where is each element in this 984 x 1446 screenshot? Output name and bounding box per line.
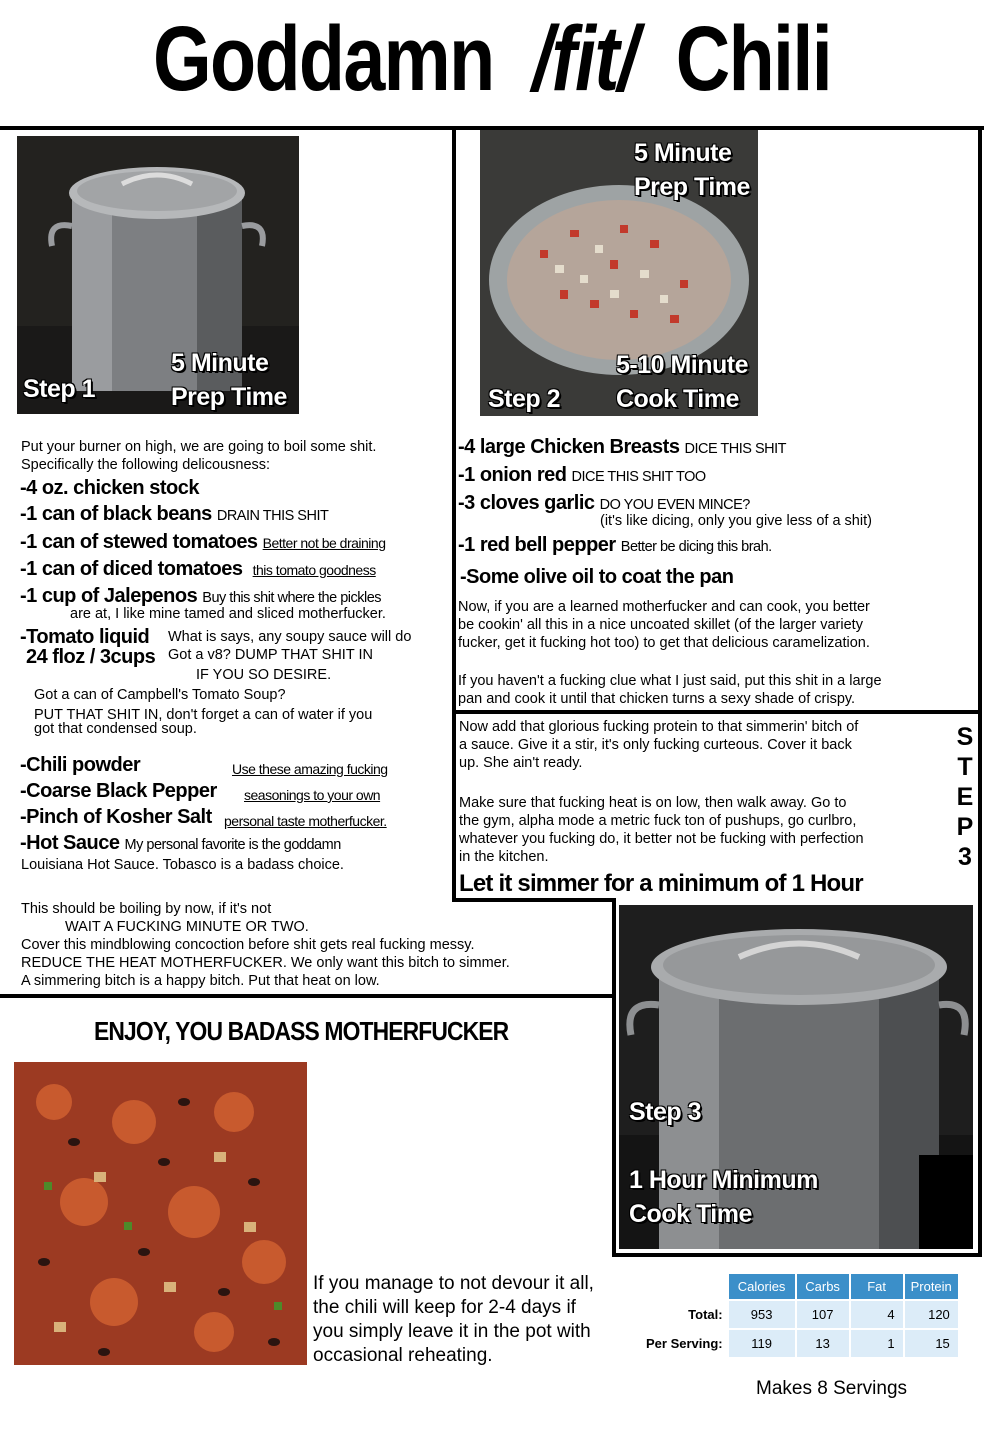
step1-pot-photo bbox=[17, 136, 299, 414]
storage-line: If you manage to not devour it all, bbox=[313, 1273, 594, 1294]
tomato-note-3: IF YOU SO DESIRE. bbox=[196, 667, 332, 683]
para-line: up. She ain't ready. bbox=[459, 755, 583, 771]
step3-para-2 bbox=[459, 794, 949, 866]
seasoning-name: -Pinch of Kosher Salt bbox=[20, 806, 212, 828]
table-cell: 953 bbox=[729, 1301, 795, 1328]
step2-para-2 bbox=[458, 672, 976, 708]
ingredient-name: -1 can of black beans bbox=[20, 503, 212, 525]
vertical-letter: E bbox=[956, 783, 974, 811]
step2-prep-2: Prep Time bbox=[634, 173, 750, 201]
seasoning-note: Use these amazing fucking bbox=[232, 761, 388, 777]
table-cell: 13 bbox=[797, 1330, 849, 1357]
tomato-note-2: Got a v8? DUMP THAT SHIT IN bbox=[168, 647, 373, 663]
ingredient-note: Buy this shit where the pickles bbox=[202, 590, 382, 606]
vertical-letter: S bbox=[956, 723, 974, 751]
step2-cook-1: 5-10 Minute bbox=[616, 351, 749, 379]
boil-line: WAIT A FUCKING MINUTE OR TWO. bbox=[65, 919, 309, 935]
table-cell: 15 bbox=[905, 1330, 958, 1357]
vertical-letter: 3 bbox=[958, 843, 972, 871]
para-line: Now, if you are a learned motherfucker and can cook, you better bbox=[458, 599, 870, 615]
ingredient-name: -1 can of diced tomatoes bbox=[20, 558, 243, 580]
step2-label: Step 2 bbox=[488, 385, 561, 413]
nutrition-table-wrap bbox=[636, 1272, 960, 1359]
nutrition-header: Calories bbox=[729, 1274, 795, 1299]
title-part-2: /fit/ bbox=[532, 8, 638, 110]
ingredient-row bbox=[20, 501, 450, 529]
ingredient-row bbox=[458, 434, 978, 462]
ingredient-row bbox=[20, 556, 450, 583]
ingredient-note: this tomato goodness bbox=[252, 562, 376, 578]
storage-note bbox=[313, 1272, 594, 1368]
step3-simmer: Let it simmer for a minimum of 1 Hour bbox=[459, 870, 863, 897]
boil-instructions bbox=[21, 900, 611, 990]
step1-bottom-rule bbox=[0, 994, 616, 998]
para-line: in the kitchen. bbox=[459, 849, 549, 865]
hot-sauce-name: -Hot Sauce bbox=[20, 832, 120, 854]
step2-prep-1: 5 Minute bbox=[634, 139, 732, 167]
nutrition-header-row bbox=[638, 1274, 958, 1299]
blank-cell bbox=[638, 1274, 727, 1299]
title-part-3: Chili bbox=[675, 8, 832, 110]
bell-pepper-row bbox=[458, 532, 772, 560]
soup-note-2: PUT THAT SHIT IN, don't forget a can of water if you bbox=[34, 707, 373, 723]
servings-count: Makes 8 Servings bbox=[756, 1378, 908, 1399]
para-line: the gym, alpha mode a metric fuck ton of pushups, go curlbro, bbox=[459, 813, 857, 829]
table-cell: 119 bbox=[729, 1330, 795, 1357]
step3-label: Step 3 bbox=[629, 1098, 702, 1126]
table-cell: 107 bbox=[797, 1301, 849, 1328]
table-cell: 4 bbox=[851, 1301, 903, 1328]
ingredient-note: DRAIN THIS SHIT bbox=[216, 508, 329, 524]
tomato-note-1: What is says, any soupy sauce will do bbox=[168, 629, 412, 645]
seasoning-name: -Chili powder bbox=[20, 754, 141, 776]
para-line: whatever you fucking do, it better not be fucking with perfection bbox=[459, 831, 864, 847]
step2-bottom-rule bbox=[452, 710, 982, 714]
boil-line: A simmering bitch is a happy bitch. Put that heat on low. bbox=[21, 973, 380, 989]
seasoning-row bbox=[20, 830, 450, 858]
step1-intro-line-1: Put your burner on high, we are going to boil some shit. bbox=[21, 439, 377, 455]
ingredient-row bbox=[20, 529, 450, 556]
para-line: Make sure that fucking heat is on low, then walk away. Go to bbox=[459, 795, 847, 811]
ingredient-name: -1 cup of Jalepenos bbox=[20, 585, 198, 607]
storage-line: occasional reheating. bbox=[313, 1345, 493, 1366]
row-label: Total: bbox=[638, 1301, 727, 1328]
vertical-letter: T bbox=[957, 753, 973, 781]
nutrition-header: Fat bbox=[851, 1274, 903, 1299]
step1-label: Step 1 bbox=[23, 375, 96, 403]
nutrition-table bbox=[636, 1272, 960, 1359]
chili-bowl-icon bbox=[14, 1062, 307, 1365]
step2-ingredients bbox=[458, 434, 978, 518]
step3-para-1 bbox=[459, 718, 949, 772]
enjoy-heading: ENJOY, YOU BADASS MOTHERFUCKER bbox=[94, 1016, 509, 1046]
seasoning-row bbox=[20, 778, 450, 804]
step3-vertical-label bbox=[954, 722, 976, 872]
jalepeno-note: are at, I like mine tamed and sliced motherfucker. bbox=[70, 606, 386, 622]
step3-time-1: 1 Hour Minimum bbox=[629, 1166, 818, 1194]
ingredient-row bbox=[458, 462, 978, 490]
boil-line: Cover this mindblowing concoction before shit gets real fucking messy. bbox=[21, 937, 475, 953]
ingredient-note: DICE THIS SHIT bbox=[684, 441, 786, 457]
hot-sauce-note-2: Louisiana Hot Sauce. Tobasco is a badass choice. bbox=[21, 857, 344, 873]
para-line: If you haven't a fucking clue what I just said, put this shit in a large bbox=[458, 673, 882, 689]
garlic-note: (it's like dicing, only you give less of a shit) bbox=[600, 513, 872, 529]
ingredient-note: DICE THIS SHIT TOO bbox=[571, 469, 706, 485]
hot-sauce-note: My personal favorite is the goddamn bbox=[124, 837, 341, 853]
ingredient-note: Better not be draining bbox=[262, 535, 386, 551]
ingredient-row bbox=[20, 475, 450, 501]
step1-ingredients bbox=[20, 475, 450, 611]
step2-para-1 bbox=[458, 598, 976, 652]
table-cell: 1 bbox=[851, 1330, 903, 1357]
seasoning-note: personal taste motherfucker. bbox=[224, 813, 387, 829]
step1-time-2: Prep Time bbox=[171, 383, 287, 411]
soup-note-1: Got a can of Campbell's Tomato Soup? bbox=[34, 687, 286, 703]
nutrition-row bbox=[638, 1301, 958, 1328]
step3-pot-photo bbox=[619, 905, 973, 1249]
step3-photo-left bbox=[612, 898, 616, 1256]
vertical-letter: P bbox=[956, 813, 974, 841]
ingredient-name: -1 onion red bbox=[458, 464, 567, 486]
para-line: fucker, get it fucking hot too) to get that delicious caramelization. bbox=[458, 635, 870, 651]
storage-line: you simply leave it in the pot with bbox=[313, 1321, 591, 1342]
para-line: Now add that glorious fucking protein to that simmerin' bitch of bbox=[459, 719, 859, 735]
step2-cook-2: Cook Time bbox=[616, 385, 739, 413]
table-cell: 120 bbox=[905, 1301, 958, 1328]
ingredient-note: Better be dicing this brah. bbox=[620, 539, 772, 555]
step3-photo-bottom bbox=[612, 1253, 982, 1257]
olive-oil: -Some olive oil to coat the pan bbox=[460, 566, 734, 588]
nutrition-header: Protein bbox=[905, 1274, 958, 1299]
seasoning-name: -Coarse Black Pepper bbox=[20, 780, 217, 802]
para-line: be cookin' all this in a nice uncoated skillet (of the larger variety bbox=[458, 617, 863, 633]
step1-intro bbox=[21, 438, 451, 474]
boil-line: This should be boiling by now, if it's not bbox=[21, 901, 272, 917]
storage-line: the chili will keep for 2-4 days if bbox=[313, 1297, 576, 1318]
ingredient-name: -3 cloves garlic bbox=[458, 492, 595, 514]
step1-seasonings bbox=[20, 752, 450, 858]
ingredient-name: -1 can of stewed tomatoes bbox=[20, 531, 258, 553]
tomato-liquid: -Tomato liquid bbox=[20, 626, 150, 648]
seasoning-row bbox=[20, 752, 450, 778]
nutrition-row bbox=[638, 1330, 958, 1357]
chili-photo bbox=[14, 1062, 307, 1365]
row-label: Per Serving: bbox=[638, 1330, 727, 1357]
step2-skillet-photo bbox=[480, 130, 758, 416]
seasoning-note: seasonings to your own bbox=[244, 787, 381, 803]
para-line: pan and cook it until that chicken turns a sexy shade of crispy. bbox=[458, 691, 856, 707]
step2-box-left bbox=[452, 126, 456, 902]
para-line: a sauce. Give it a stir, it's only fucking curteous. Cover it back bbox=[459, 737, 852, 753]
ingredient-name: -1 red bell pepper bbox=[458, 534, 616, 556]
step1-intro-line-2: Specifically the following delicousness: bbox=[21, 457, 271, 473]
nutrition-header: Carbs bbox=[797, 1274, 849, 1299]
page-title bbox=[89, 4, 896, 114]
boil-line: REDUCE THE HEAT MOTHERFUCKER. We only want this bitch to simmer. bbox=[21, 955, 510, 971]
step3-time-2: Cook Time bbox=[629, 1200, 752, 1228]
step1-time-1: 5 Minute bbox=[171, 349, 269, 377]
title-part-1: Goddamn bbox=[152, 8, 494, 110]
ingredient-name: -4 oz. chicken stock bbox=[20, 477, 199, 499]
ingredient-name: -4 large Chicken Breasts bbox=[458, 436, 680, 458]
ingredient-note: DO YOU EVEN MINCE? bbox=[599, 497, 750, 513]
seasoning-row bbox=[20, 804, 450, 830]
soup-note-3: got that condensed soup. bbox=[34, 721, 197, 737]
step2-box-right bbox=[978, 126, 982, 1256]
tomato-amount: 24 floz / 3cups bbox=[26, 646, 156, 668]
